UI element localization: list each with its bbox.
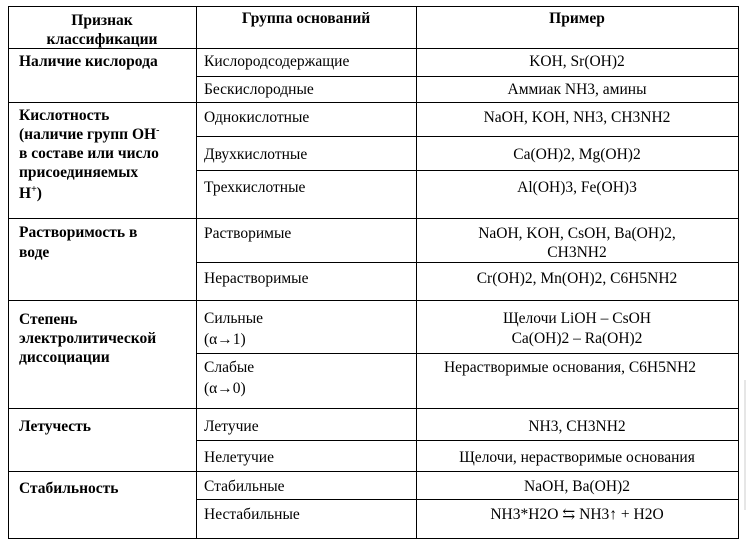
group-cell: Однокислотные	[204, 109, 310, 126]
header-group: Группа оснований	[241, 10, 371, 27]
criterion-acidity: присоединяемых	[19, 164, 139, 181]
row-divider	[196, 353, 738, 354]
criterion-acidity: (наличие групп OH-	[19, 124, 160, 143]
example-cell: NaOH, KOH, NH3, CH3NH2	[483, 109, 671, 126]
group-cell: Нерастворимые	[204, 270, 309, 287]
group-cell: Летучие	[204, 418, 259, 435]
group-cell: (α→0)	[204, 380, 246, 397]
example-cell: Ca(OH)2, Mg(OH)2	[513, 146, 641, 163]
example-cell: Ca(OH)2 – Ra(OH)2	[511, 330, 643, 347]
table-border-top	[8, 6, 738, 7]
row-divider	[8, 102, 738, 103]
row-divider	[196, 440, 738, 441]
table-border-right	[738, 6, 739, 539]
column-divider	[196, 6, 197, 539]
row-divider	[196, 170, 738, 171]
example-cell: Аммиак NH3, амины	[507, 81, 647, 98]
criterion-dissociation: Степень	[19, 311, 78, 328]
example-cell: Нерастворимые основания, C6H5NH2	[443, 359, 697, 376]
header-criterion: Признак классификации	[46, 12, 158, 48]
criterion-solubility: воде	[19, 244, 50, 261]
criterion-dissociation: электролитической	[19, 330, 157, 347]
criterion-volatility: Летучесть	[19, 418, 91, 435]
example-cell: CH3NH2	[547, 244, 607, 261]
group-cell: (α→1)	[204, 331, 246, 348]
row-divider	[196, 136, 738, 137]
example-cell: NaOH, KOH, CsOH, Ba(OH)2,	[478, 225, 676, 242]
table-border-bottom	[8, 538, 738, 539]
group-cell: Слабые	[204, 359, 255, 376]
table-border-left	[8, 6, 9, 539]
criterion-acidity: в составе или число	[19, 145, 159, 162]
row-divider	[8, 408, 738, 409]
group-cell: Растворимые	[204, 225, 292, 242]
group-cell: Нелетучие	[204, 449, 274, 466]
group-cell: Двухкислотные	[204, 146, 308, 163]
example-cell: KOH, Sr(OH)2	[529, 53, 625, 70]
example-cell: Al(OH)3, Fe(OH)3	[517, 179, 637, 196]
row-divider	[196, 262, 738, 263]
criterion-stability: Стабильность	[19, 480, 119, 497]
group-cell: Трехкислотные	[204, 179, 306, 196]
page-edge-shadow	[744, 380, 746, 510]
header-example: Пример	[549, 10, 605, 27]
group-cell: Бескислородные	[204, 81, 314, 98]
criterion-oxygen: Наличие кислорода	[19, 53, 158, 70]
group-cell: Стабильные	[204, 478, 285, 495]
group-cell: Сильные	[204, 310, 264, 327]
example-cell: Щелочи, нерастворимые основания	[459, 449, 695, 466]
criterion-acidity: Кислотность	[19, 107, 110, 124]
row-divider	[8, 218, 738, 219]
example-cell: Cr(OH)2, Mn(OH)2, C6H5NH2	[476, 270, 678, 287]
criterion-acidity: H+)	[19, 183, 42, 202]
group-cell: Нестабильные	[204, 506, 300, 523]
column-divider	[416, 6, 417, 539]
example-cell: NH3*H2O ⇆ NH3↑ + H2O	[490, 506, 664, 523]
example-cell: NaOH, Ba(OH)2	[524, 478, 630, 495]
example-cell: Щелочи LiOH – CsOH	[503, 310, 651, 327]
criterion-solubility: Растворимость в	[19, 224, 138, 241]
example-cell: NH3, CH3NH2	[528, 418, 626, 435]
group-cell: Кислородсодержащие	[204, 53, 350, 70]
row-divider	[8, 471, 738, 472]
row-divider	[8, 300, 738, 301]
row-divider	[196, 76, 738, 77]
criterion-dissociation: диссоциации	[19, 349, 110, 366]
row-divider	[196, 499, 738, 500]
